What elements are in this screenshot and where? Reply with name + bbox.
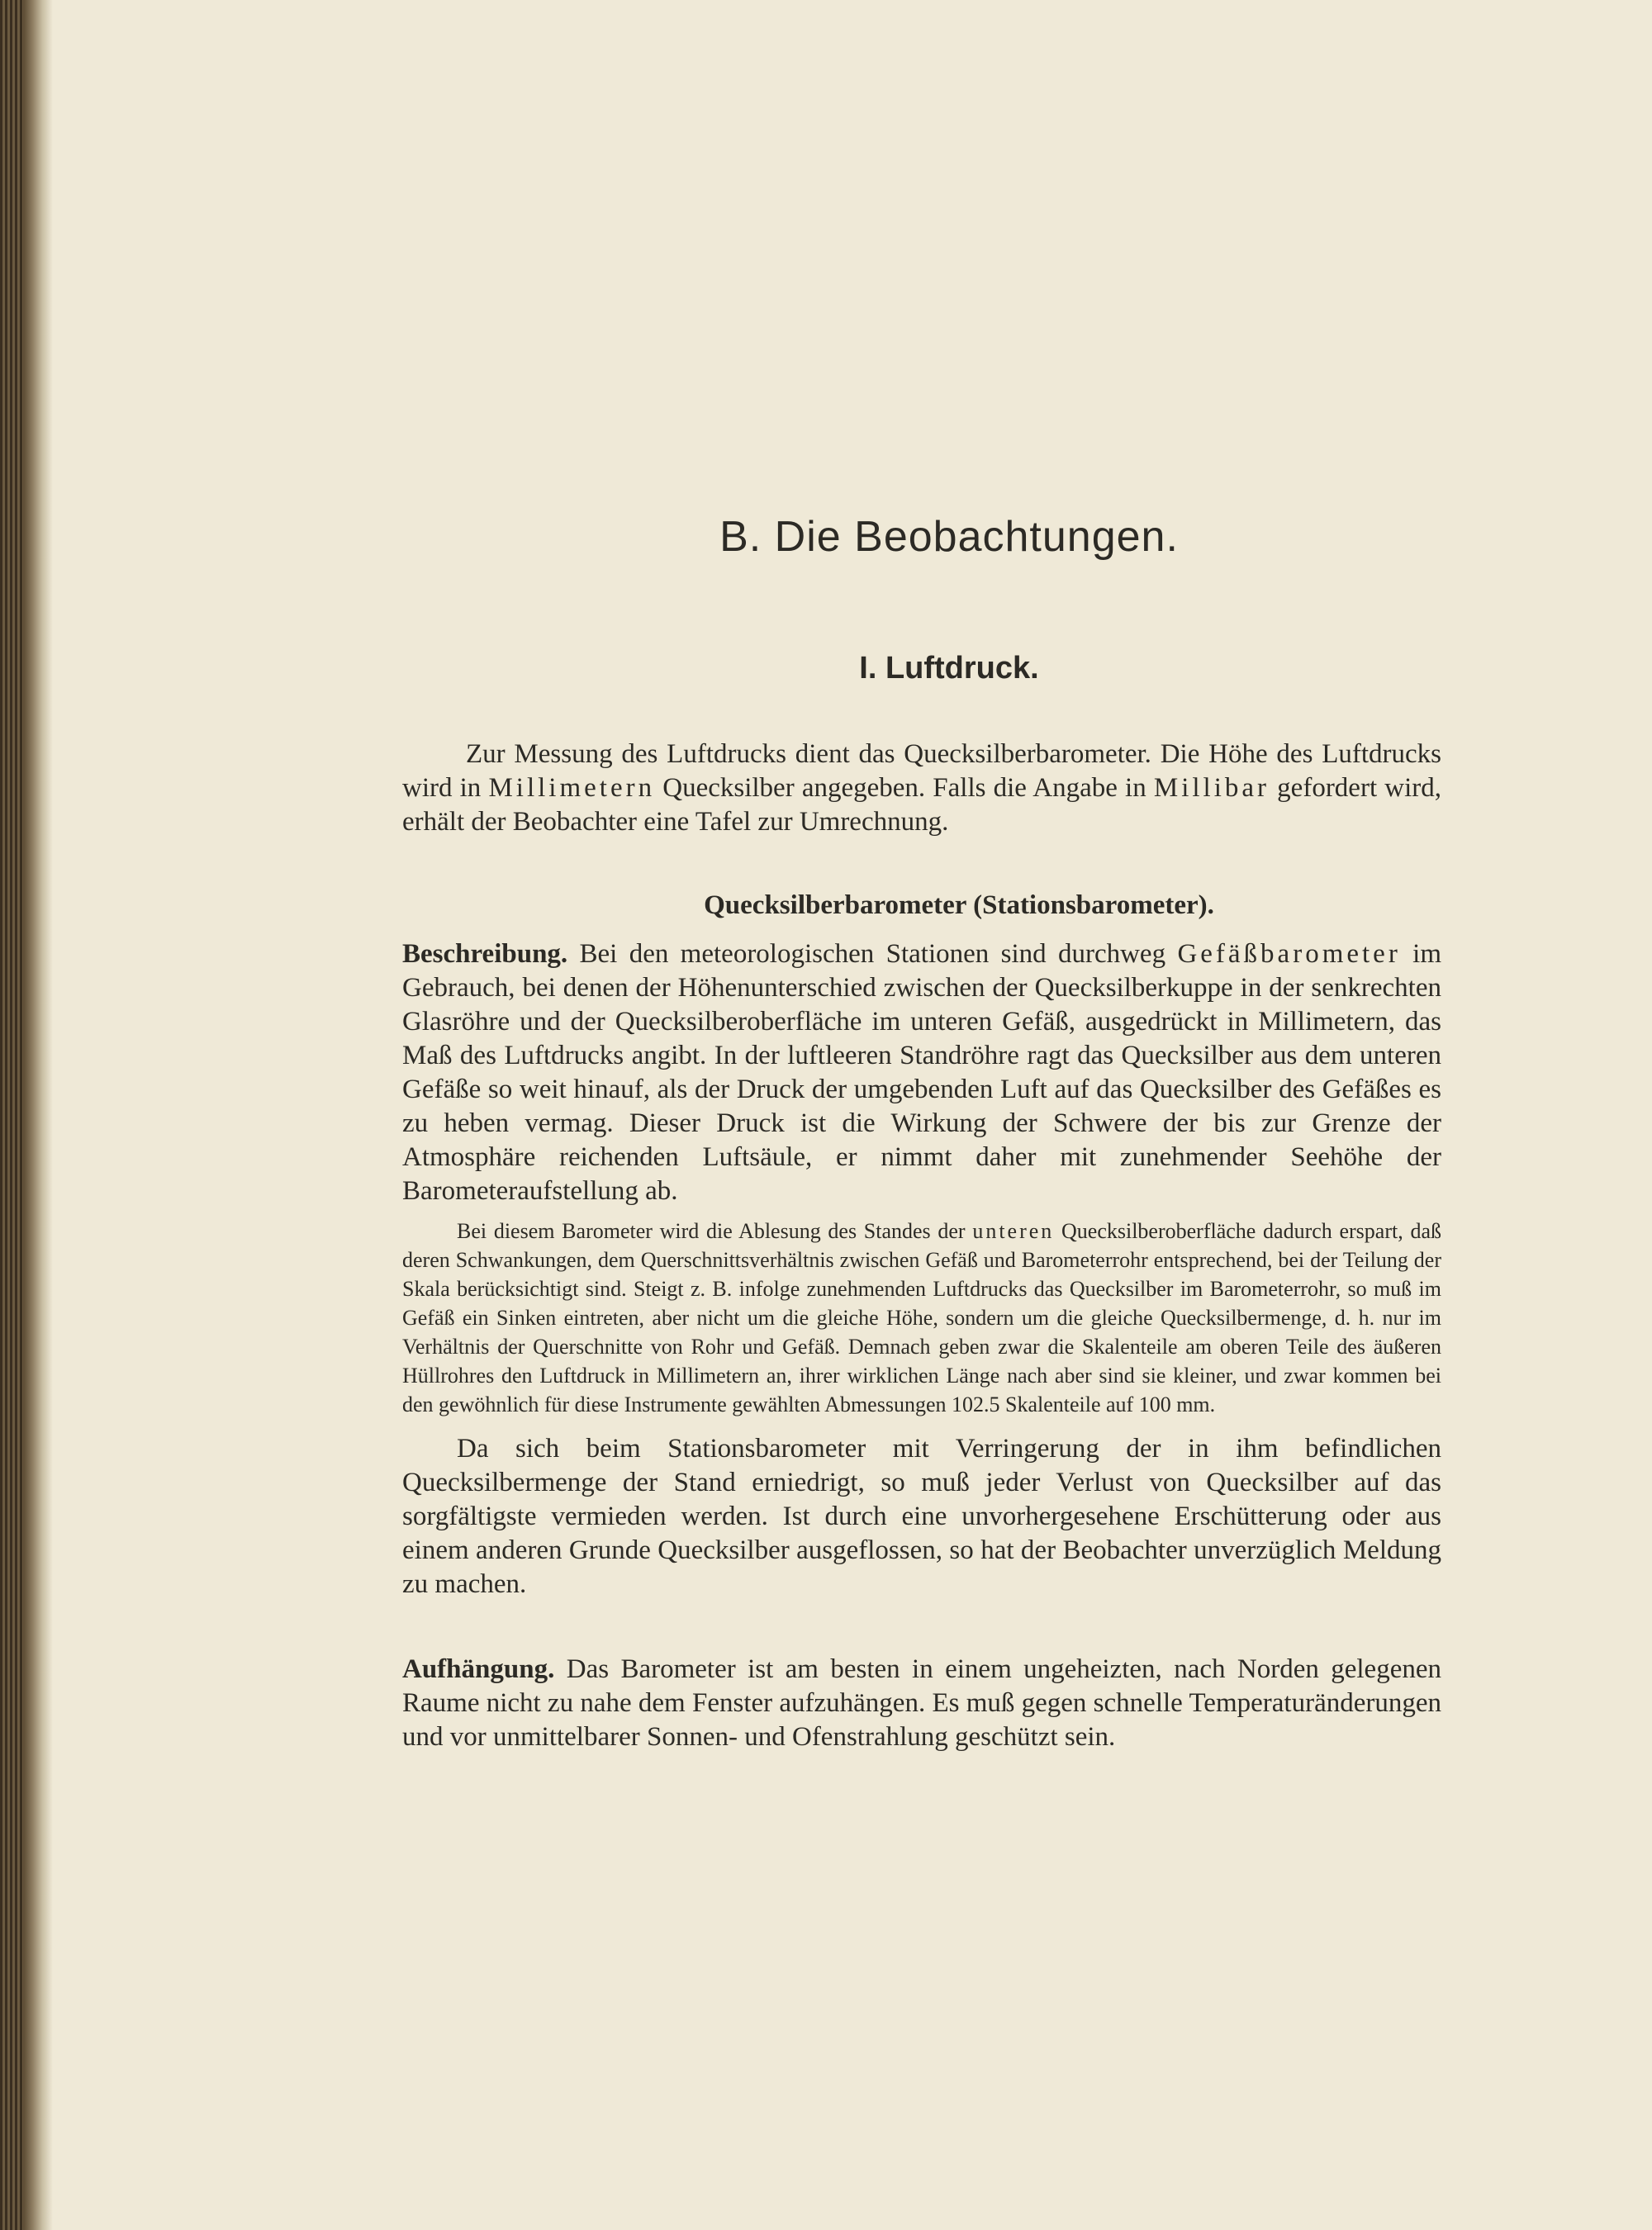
note-text-2: Quecksilberoberfläche dadurch erspart, daß deren Schwankungen, dem Querschnittsverhältnis zwischen Gefäß und Barometerrohr entsprechend, bei der Teilung der Skala berücksichtigt sind. Steigt z. B. infolge zunehmenden Luftdrucks das Quecksilber im Barometerrohr, so muß im Gefäß ein Sinken eintreten, aber nicht um die gleiche Höhe, sondern um die gleiche Quecksilbermenge, d. h. nur im Verhältnis der Querschnitte von Rohr und Gefäß. Demnach geben zwar die Skalenteile am oberen Teile des äußeren Hüllrohres den Luftdruck in Millimetern an, ihrer wirklichen Länge nach aber sind sie kleiner, und zwar kommen bei den gewöhnlich für diese Instrumente gewählten Abmessungen 102.5 Skalenteile auf 100 mm. (402, 1219, 1441, 1416)
description-emphasis: Gefäßbarometer (1177, 939, 1401, 969)
description-paragraph (402, 937, 1441, 1208)
note-paragraph (402, 1217, 1441, 1419)
description-label: Beschreibung. (402, 939, 568, 969)
intro-paragraph (402, 738, 1441, 839)
note-emphasis: unteren (972, 1219, 1055, 1243)
intro-emphasis-1: Millimetern (488, 773, 656, 803)
intro-emphasis-2: Millibar (1153, 773, 1270, 803)
page-content (402, 512, 1441, 1754)
note-text-1: Bei diesem Barometer wird die Ablesung des Standes der (457, 1219, 973, 1243)
intro-text-3: gefordert wird, erhält der Beobachter eine Tafel zur Umrechnung. (402, 773, 1441, 837)
section-title: I. Luftdruck. (859, 651, 1039, 686)
subheading: Quecksilberbarometer (Stationsbarometer). (704, 890, 1214, 920)
description-text-2: im Gebrauch, bei denen der Höhenunterschied zwischen der Quecksilberkuppe in der senkrechten Glasröhre und der Quecksilberoberfläche im unteren Gefäß, ausgedrückt in Millimetern, das Maß des Luftdrucks angibt. In der luftleeren Standröhre ragt das Quecksilber aus dem unteren Gefäße so weit hinauf, als der Druck der umgebenden Luft auf das Quecksilber des Gefäßes es zu heben vermag. Dieser Druck ist die Wirkung der Schwere der bis zur Grenze der Atmosphäre reichenden Luftsäule, er nimmt daher mit zunehmender Seehöhe der Barometeraufstellung ab. (402, 939, 1441, 1206)
book-edge (0, 0, 23, 2230)
page-gutter (23, 0, 53, 2230)
mounting-text: Das Barometer ist am besten in einem ungeheizten, nach Norden gelegenen Raume nicht zu nahe dem Fenster aufzuhängen. Es muß gegen schnelle Temperaturänderungen und vor unmittelbarer Sonnen- und Ofenstrahlung geschützt sein. (402, 1654, 1441, 1752)
mercury-loss-paragraph: Da sich beim Stationsbarometer mit Verringerung der in ihm befindlichen Quecksilbermenge der Stand erniedrigt, so muß jeder Verlust von Quecksilber auf das sorgfältigste vermieden werden. Ist durch eine unvorhergesehene Erschütterung oder aus einem anderen Grunde Quecksilber ausgeflossen, so hat der Beobachter unverzüglich Meldung zu machen. (402, 1434, 1441, 1599)
chapter-title: B. Die Beobachtungen. (719, 513, 1179, 561)
intro-text-2: Quecksilber angegeben. Falls die Angabe in (655, 773, 1154, 803)
intro-text-1: Zur Messung des Luftdrucks dient das Quecksilberbarometer. Die Höhe des Luftdrucks wird in (402, 739, 1441, 803)
description-text-1: Bei den meteorologischen Stationen sind durchweg (567, 939, 1178, 969)
mounting-label: Aufhängung. (402, 1654, 555, 1684)
mounting-paragraph (402, 1653, 1441, 1754)
